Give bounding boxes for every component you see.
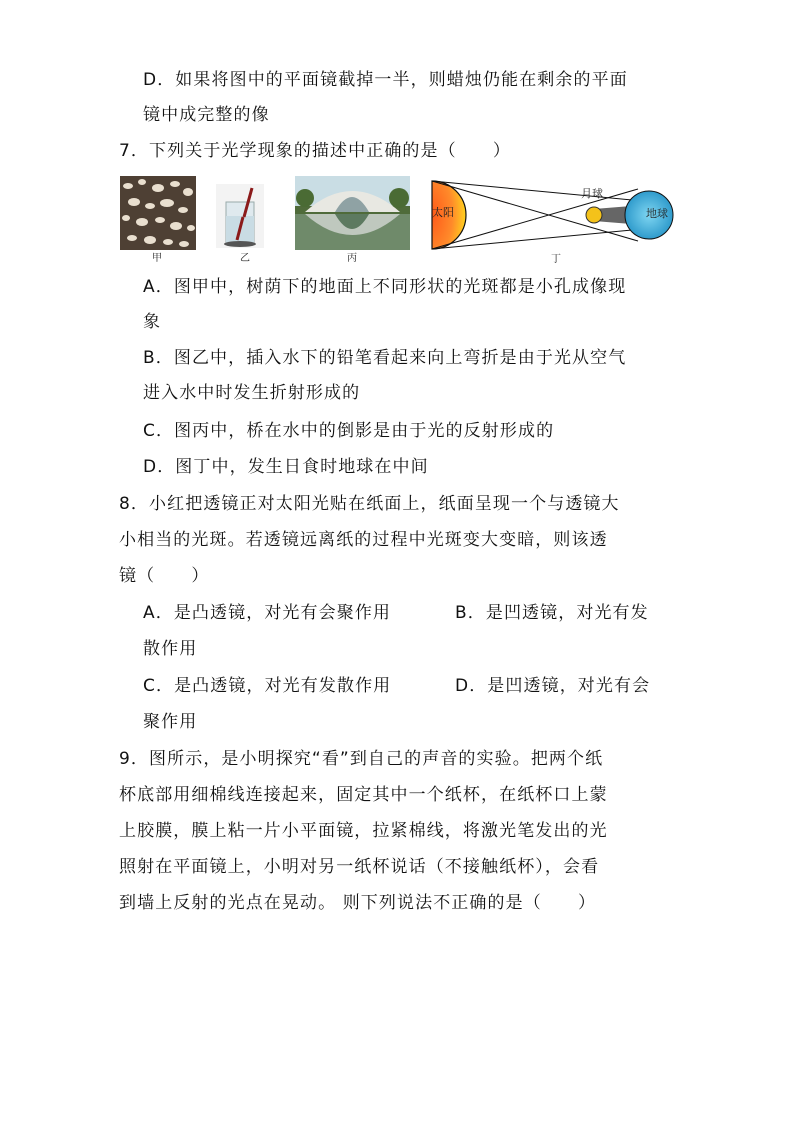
figure-yi-pencil-in-water-photo xyxy=(216,184,264,248)
q8-stem-line3: 镜（ ） xyxy=(119,566,210,586)
q8-option-b-line1: B．是凹透镜，对光有发 xyxy=(455,603,649,623)
q7-option-a-line1: A．图甲中，树荫下的地面上不同形状的光斑都是小孔成像现 xyxy=(143,277,627,297)
figure-jia-caption: 甲 xyxy=(152,253,162,264)
figure-yi-caption: 乙 xyxy=(240,253,250,264)
q6-option-d-line1: D．如果将图中的平面镜截掉一半，则蜡烛仍能在剩余的平面 xyxy=(143,70,628,90)
q9-line5: 到墙上反射的光点在晃动。 则下列说法不正确的是（ ） xyxy=(119,893,597,913)
q8-option-c: C．是凸透镜，对光有发散作用 xyxy=(143,676,392,696)
q8-option-b-line2: 散作用 xyxy=(143,639,198,659)
sun-label: 太阳 xyxy=(432,206,454,219)
q7-option-b-line2: 进入水中时发生折射形成的 xyxy=(143,383,361,403)
q7-option-d: D．图丁中，发生日食时地球在中间 xyxy=(143,457,429,477)
figure-bing-bridge-photo xyxy=(295,176,410,250)
q8-option-d-line2: 聚作用 xyxy=(143,712,198,732)
q8-option-a: A．是凸透镜，对光有会聚作用 xyxy=(143,603,392,623)
q8-stem-line1: 8．小红把透镜正对太阳光贴在纸面上，纸面呈现一个与透镜大 xyxy=(119,494,620,514)
moon-label: 月球 xyxy=(581,187,603,200)
q6-option-d-line2: 镜中成完整的像 xyxy=(143,105,270,125)
figure-jia-tree-shadow-photo xyxy=(120,176,196,250)
q7-option-b-line1: B．图乙中，插入水下的铅笔看起来向上弯折是由于光从空气 xyxy=(143,348,627,368)
figure-bing-caption: 丙 xyxy=(347,253,357,264)
q8-option-d-line1: D．是凹透镜，对光有会 xyxy=(455,676,651,696)
q7-option-a-line2: 象 xyxy=(143,312,162,332)
q7-option-c: C．图丙中，桥在水中的倒影是由于光的反射形成的 xyxy=(143,421,555,441)
earth-label: 地球 xyxy=(646,207,668,220)
q9-line3: 上胶膜，膜上粘一片小平面镜，拉紧棉线，将激光笔发出的光 xyxy=(119,821,608,841)
figure-ding-eclipse-diagram xyxy=(428,179,678,253)
figure-ding-caption: 丁 xyxy=(551,254,561,265)
q7-stem: 7．下列关于光学现象的描述中正确的是（ ） xyxy=(119,141,512,161)
q9-line4: 照射在平面镜上，小明对另一纸杯说话（不接触纸杯），会看 xyxy=(119,857,600,877)
q9-line1: 9．图所示，是小明探究“看”到自己的声音的实验。把两个纸 xyxy=(119,749,604,769)
q9-line2: 杯底部用细棉线连接起来，固定其中一个纸杯，在纸杯口上蒙 xyxy=(119,785,608,805)
q8-stem-line2: 小相当的光斑。若透镜远离纸的过程中光斑变大变暗，则该透 xyxy=(119,530,608,550)
